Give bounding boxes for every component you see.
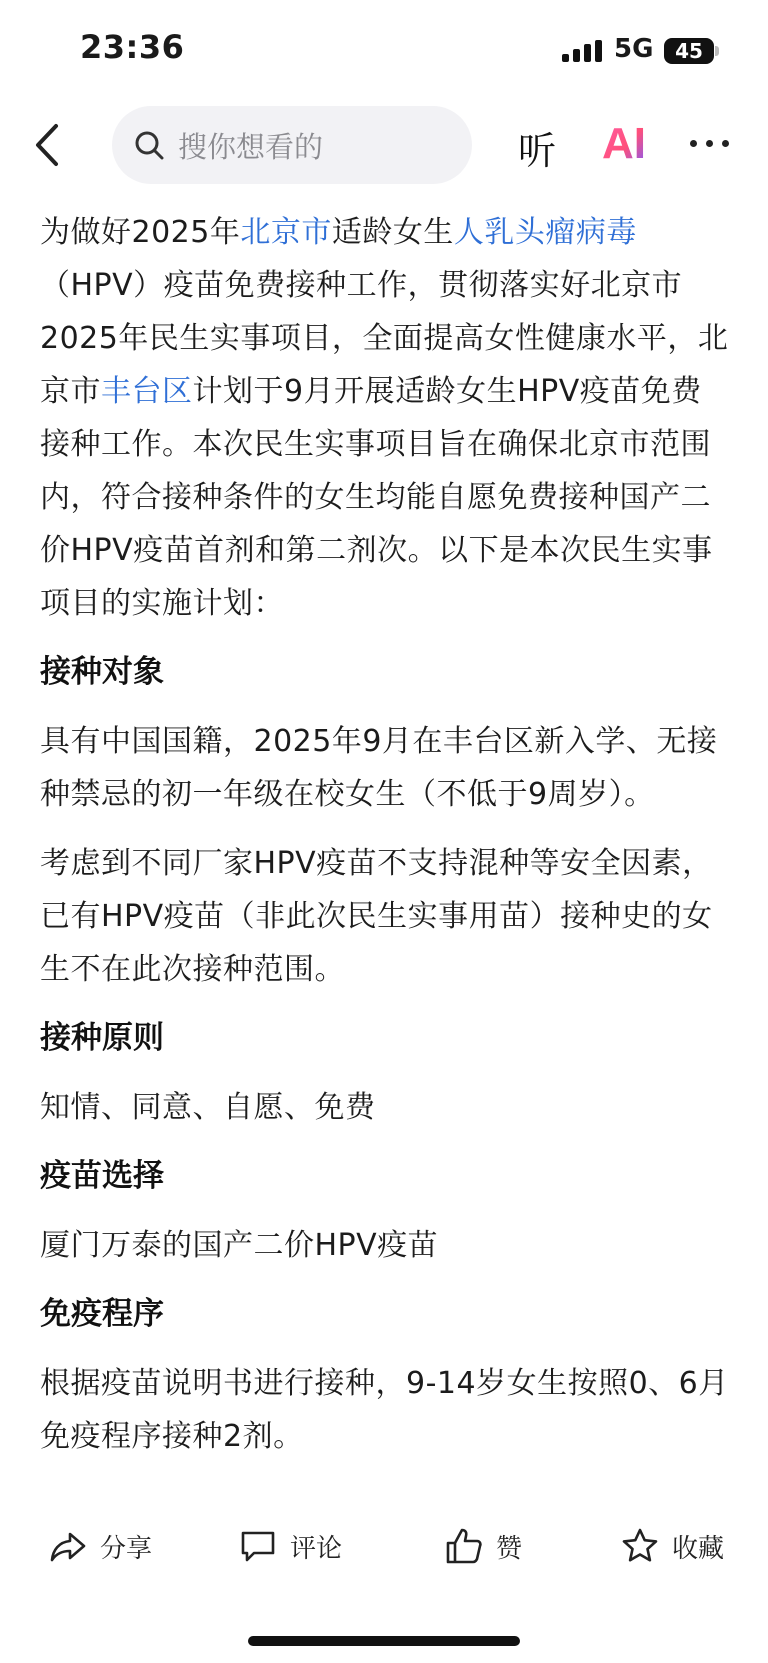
vaccine-paragraph: 厦门万泰的国产二价HPV疫苗 [40,1228,439,1263]
status-bar [0,0,768,100]
network-type: 5G [614,34,654,64]
principle-paragraph: 知情、同意、自愿、免费 [40,1090,376,1125]
article-body [40,206,730,1496]
battery-icon: 45 [664,38,714,64]
battery-cap [715,46,719,56]
target-paragraph-2: 考虑到不同厂家HPV疫苗不支持混种等安全因素，已有HPV疫苗（非此次民生实事用苗）接种史的女生不在此次接种范围。 [40,846,713,987]
intro-text-1: 为做好2025年 [40,215,241,250]
back-button[interactable] [30,120,70,170]
favorite-button[interactable] [620,1526,730,1570]
search-icon [134,130,164,160]
link-beijing[interactable]: 北京市 [240,215,332,250]
status-time: 23:36 [80,28,185,66]
signal-icon [562,40,604,62]
section-title-principle: 接种原则 [40,1020,164,1056]
search-placeholder: 搜你想看的 [178,130,324,164]
target-paragraph-1: 具有中国国籍，2025年9月在丰台区新入学、无接种禁忌的初一年级在校女生（不低于9周岁）。 [40,724,718,812]
share-button[interactable] [48,1526,158,1570]
link-fengtai[interactable]: 丰台区 [101,374,193,409]
search-input[interactable] [112,106,472,184]
more-button[interactable] [690,140,730,148]
top-nav [0,100,768,190]
star-icon [620,1526,660,1566]
thumbs-up-icon [444,1526,484,1566]
schedule-paragraph: 根据疫苗说明书进行接种，9-14岁女生按照0、6月免疫程序接种2剂。 [40,1366,729,1454]
favorite-label: 收藏 [672,1534,725,1564]
ai-assistant-button[interactable] [600,112,654,172]
intro-text-4: 计划于9月开展适龄女生HPV疫苗免费接种工作。本次民生实事项目旨在确保北京市范围内，符合接种条件的女生均能自愿免费接种国产二价HPV疫苗首剂和第二剂次。以下是本次民生实事项目的实施计划： [40,374,713,621]
comment-button[interactable] [238,1526,348,1570]
share-label: 分享 [100,1534,153,1564]
intro-text-3: （HPV）疫苗免费接种工作，贯彻落实好北京市2025年民生实事项目，全面提高女性健康水平，北京市 [40,268,729,409]
share-icon [48,1526,88,1566]
comment-label: 评论 [290,1534,343,1564]
section-title-schedule: 免疫程序 [40,1296,164,1332]
intro-paragraph [40,206,730,630]
home-indicator[interactable] [248,1636,520,1646]
section-title-target: 接种对象 [40,654,164,690]
comment-icon [238,1526,278,1566]
ai-label: AI [602,119,646,168]
listen-button[interactable]: 听 [518,129,557,173]
like-button[interactable] [444,1526,534,1570]
bottom-action-bar [0,1500,768,1596]
section-title-vaccine: 疫苗选择 [40,1158,164,1194]
like-label: 赞 [496,1534,523,1564]
intro-text-2: 适龄女生 [331,215,454,250]
link-hpv[interactable]: 人乳头瘤病毒 [453,215,637,250]
chevron-left-icon [30,120,70,170]
